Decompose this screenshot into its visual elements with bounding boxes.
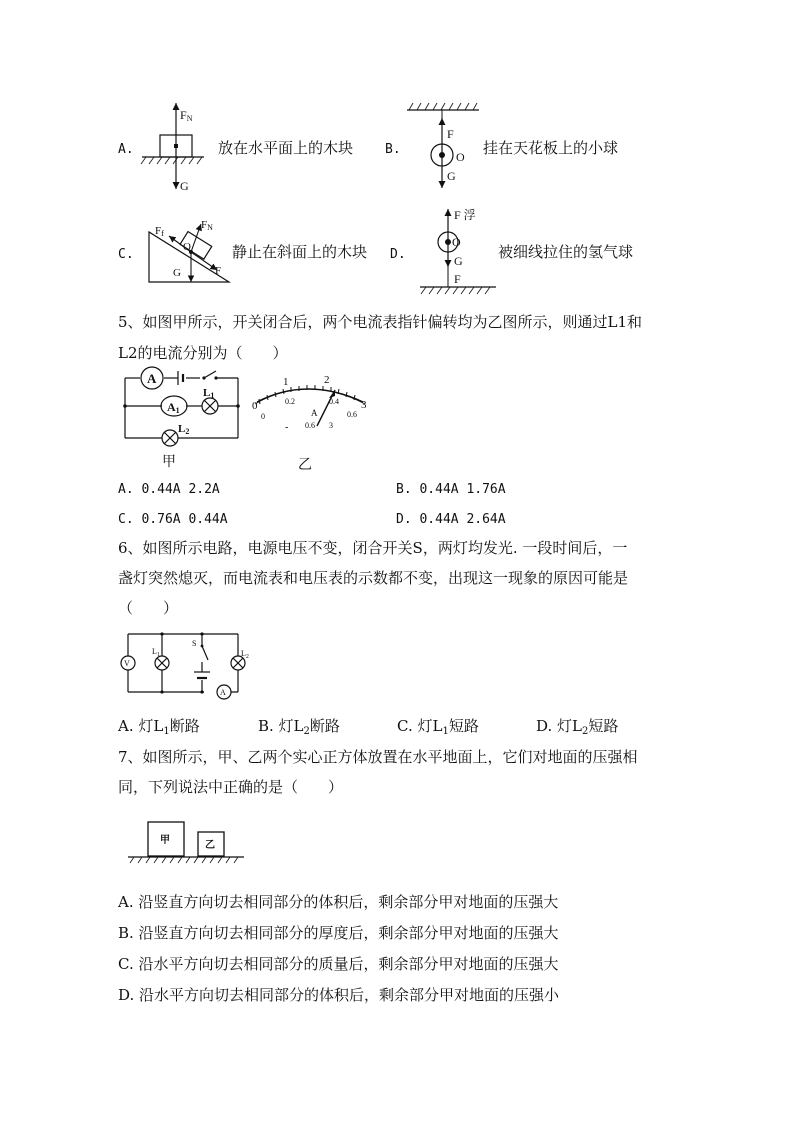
ammeter-dial-yi xyxy=(245,368,375,440)
dial-terminal-3: 3 xyxy=(329,421,333,430)
q6-stem-line3: （ ） xyxy=(118,599,179,617)
f-label: F xyxy=(215,265,222,277)
figure-block-on-incline xyxy=(145,210,235,290)
dial-scale-1: 1 xyxy=(283,376,289,388)
option-d-label: D. xyxy=(390,247,406,262)
figure-caption-jia: 甲 xyxy=(162,454,176,470)
cube-jia-label: 甲 xyxy=(160,835,170,846)
q7-stem-line2: 同，下列说法中正确的是（ ） xyxy=(118,778,344,796)
q5-option-b: B. 0.44A 1.76A xyxy=(396,482,506,497)
fn-label: FN xyxy=(180,108,193,123)
q6-option-a: A. 灯$L_1$断路 xyxy=(118,717,200,737)
lamp-l1-label: L1 xyxy=(203,387,215,400)
dial-scale-0-4: 0.4 xyxy=(329,397,339,406)
figure-caption-yi: 乙 xyxy=(298,457,312,473)
fn-label: FN xyxy=(201,219,213,232)
lamp-l2-label: $L_2$ xyxy=(241,649,249,660)
option-a-label: A. xyxy=(118,142,134,157)
o-label: O xyxy=(452,235,461,249)
g-label: G xyxy=(454,254,463,268)
circuit-diagram-q6 xyxy=(118,628,250,700)
f-label: F xyxy=(454,272,461,286)
q5-option-a: A. 0.44A 2.2A xyxy=(118,482,220,497)
ammeter-a1-label: A1 xyxy=(167,400,180,415)
o-label: O xyxy=(183,241,191,253)
g-label: G xyxy=(447,169,456,183)
option-c-text: 静止在斜面上的木块 xyxy=(232,243,368,261)
q6-stem-line1: 6、如图所示电路，电源电压不变，闭合开关S，两灯均发光. 一段时间后，一 xyxy=(118,539,628,557)
figure-block-on-floor xyxy=(140,95,210,195)
f-label: F xyxy=(447,127,454,141)
cube-yi-label: 乙 xyxy=(205,840,215,851)
ammeter-label: A xyxy=(220,688,226,697)
q6-option-d: D. 灯$L_2$短路 xyxy=(536,717,619,737)
option-b-text: 挂在天花板上的小球 xyxy=(483,139,619,157)
option-c-label: C. xyxy=(118,247,134,262)
q7-option-c: C. 沿水平方向切去相同部分的质量后，剩余部分甲对地面的压强大 xyxy=(118,955,559,973)
q5-stem-line2: L2的电流分别为（ ） xyxy=(118,344,288,362)
option-a-text: 放在水平面上的木块 xyxy=(218,139,354,157)
lamp-l1-label: $L_1$ xyxy=(152,647,160,658)
o-label: O xyxy=(456,150,465,164)
option-b-label: B. xyxy=(385,142,401,157)
cubes-on-ground-figure xyxy=(128,818,248,864)
dial-unit-a: A xyxy=(311,408,318,418)
ammeter-a-label: A xyxy=(147,371,157,386)
figure-ball-on-ceiling xyxy=(405,100,485,195)
q5-option-d: D. 0.44A 2.64A xyxy=(396,512,506,527)
dial-scale-0-6: 0.6 xyxy=(347,410,357,419)
q7-option-b: B. 沿竖直方向切去相同部分的厚度后，剩余部分甲对地面的压强大 xyxy=(118,924,559,942)
dial-scale-2: 2 xyxy=(324,374,330,386)
dial-scale-0-2: 0.2 xyxy=(285,397,295,406)
dial-scale-0: 0 xyxy=(252,400,258,412)
q5-option-c: C. 0.76A 0.44A xyxy=(118,512,228,527)
ff-label: Ff xyxy=(155,225,164,238)
dial-scale-small-0: 0 xyxy=(261,412,265,421)
g-label: G xyxy=(173,267,181,279)
option-d-text: 被细线拉住的氢气球 xyxy=(498,243,634,261)
q7-stem-line1: 7、如图所示，甲、乙两个实心正方体放置在水平地面上，它们对地面的压强相 xyxy=(118,748,638,766)
dial-terminal-0-6: 0.6 xyxy=(305,421,315,430)
g-label: G xyxy=(180,179,189,193)
f-buoyancy-label: F 浮 xyxy=(454,208,476,222)
voltmeter-label: V xyxy=(124,659,130,668)
q6-option-b: B. 灯$L_2$断路 xyxy=(258,717,340,737)
dial-scale-3: 3 xyxy=(361,399,367,411)
q6-option-c: C. 灯$L_1$短路 xyxy=(397,717,479,737)
switch-s-label: S xyxy=(192,639,197,648)
q7-option-d: D. 沿水平方向切去相同部分的体积后，剩余部分甲对地面的压强小 xyxy=(118,986,560,1004)
dial-terminal-minus: - xyxy=(285,422,289,433)
q7-option-a: A. 沿竖直方向切去相同部分的体积后，剩余部分甲对地面的压强大 xyxy=(118,893,559,911)
q6-stem-line2: 盏灯突然熄灭，而电流表和电压表的示数都不变，出现这一现象的原因可能是 xyxy=(118,569,629,587)
q5-stem-line1: 5、如图甲所示，开关闭合后，两个电流表指针偏转均为乙图所示，则通过L1和 xyxy=(118,313,643,331)
figure-balloon-on-string xyxy=(418,205,498,297)
lamp-l2-label: L2 xyxy=(178,423,190,436)
circuit-diagram-jia xyxy=(120,368,245,448)
